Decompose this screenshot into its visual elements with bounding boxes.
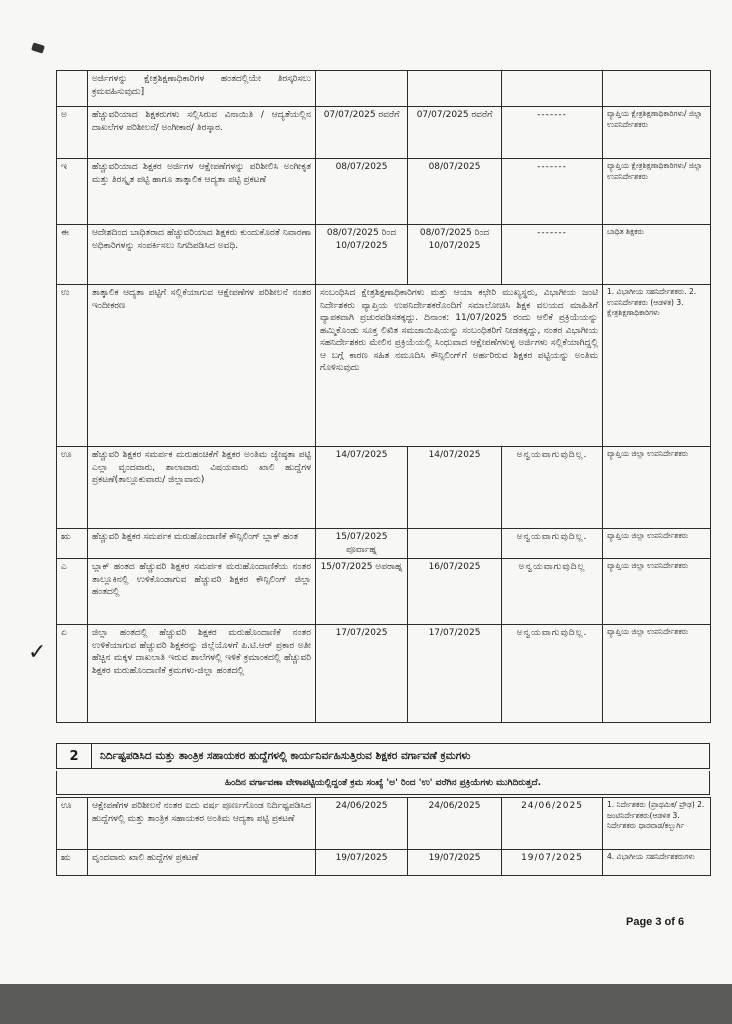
row-number: ಋ [57, 850, 88, 876]
date-other: ಅನ್ವಯವಾಗುವುದಿಲ್ಲ. [502, 529, 603, 559]
table-row [57, 529, 711, 559]
row-description: ತಾತ್ಕಾಲಿಕ ಆದ್ಯತಾ ಪಟ್ಟಿಗೆ ಸಲ್ಲಿಕೆಯಾಗುವ ಆಕ್ಷೇಪಣೆಗಳ ಪರಿಶೀಲನೆ ನಂತರ ಇಂದೀಕರಣ [88, 285, 316, 447]
row-number: ಊ [57, 798, 88, 850]
date-primary: 14/07/2025 [316, 447, 408, 529]
date-high-school: 08/07/2025 ರಿಂದ 10/07/2025 [408, 225, 502, 285]
row-number: ಈ [57, 225, 88, 285]
scan-mark [31, 42, 45, 53]
row-number: ಅ [57, 107, 88, 159]
date-primary: 08/07/2025 ರಿಂದ 10/07/2025 [316, 225, 408, 285]
section-number: 2 [57, 744, 92, 768]
row-description: ಹೆಚ್ಚುವರಿ ಶಿಕ್ಷಕರ ಸಮರ್ಪಕ ಮರುಹೊಂದಾಣಿಕೆ ಕೌನ್ಸಿಲಿಂಗ್ ಬ್ಲಾಕ್ ಹಂತ [88, 529, 316, 559]
date-other: ಅನ್ವಯವಾಗುವುದಿಲ್ಲ [502, 559, 603, 625]
date-primary: 19/07/2025 [316, 850, 408, 876]
responsible-authority: ವ್ಯಾಪ್ತಿಯ ಜಿಲ್ಲಾ ಉಪನಿರ್ದೇಶಕರು [603, 625, 711, 723]
responsible-authority: ಬಾಧಿತ ಶಿಕ್ಷಕರು [603, 225, 711, 285]
table-row [57, 850, 711, 876]
row-description: ಆದೇಶದಿಂದ ಬಾಧಿತರಾದ ಹೆಚ್ಚುವರಿಯಾದ ಶಿಕ್ಷಕರು ಕುಂದುಕೊರತೆ ನಿವಾರಣಾ ಅಧಿಕಾರಿಗಳನ್ನು ಸಂಪರ್ಕಿಸಲು ನಿಗದಿಪಡಿಸಿದ ಅವಧಿ. [88, 225, 316, 285]
schedule-table [56, 70, 711, 723]
date-high-school [408, 71, 502, 107]
row-number: ಇ [57, 159, 88, 225]
section-2-header [56, 743, 710, 769]
row-number: ಉ [57, 285, 88, 447]
section-note: ಹಿಂದಿನ ವರ್ಗಾವಣಾ ವೇಳಾಪಟ್ಟಿಯಲ್ಲಿದ್ದಂತೆ ಕ್ರಮ ಸಂಖ್ಯೆ 'ಅ' ರಿಂದ 'ಉ' ವರೆಗಿನ ಪ್ರಕ್ರಿಯೆಗಳು ಮುಗಿದಿರುತ್ತದೆ. [56, 771, 710, 795]
responsible-authority: 1. ವಿಭಾಗೀಯ ಸಹನಿರ್ದೇಶಕರು. 2. ಉಪನಿರ್ದೇಶಕರು (ಆಡಳಿತ) 3. ಕ್ಷೇತ್ರಶಿಕ್ಷಣಾಧಿಕಾರಿಗಳು [603, 285, 711, 447]
date-primary: 15/07/2025 ಪೂರ್ವಾಹ್ನ [316, 529, 408, 559]
date-primary: 15/07/2025 ಅಪರಾಹ್ನ [316, 559, 408, 625]
row-description: ಹೆಚ್ಚುವರಿಯಾದ ಶಿಕ್ಷಕರ ಅರ್ಜಿಗಳ ಆಕ್ಷೇಪಣೆಗಳನ್ನು ಪರಿಶೀಲಿಸಿ ಅಂಗೀಕೃತ ಮತ್ತು ತಿರಸ್ಕೃತ ಪಟ್ಟಿ ಹಾಗೂ ತಾತ್ಕಾಲಿಕ ಆದ್ಯತಾ ಪಟ್ಟಿ ಪ್ರಕಟಣೆ [88, 159, 316, 225]
scan-border [0, 984, 732, 1024]
table-row [57, 159, 711, 225]
row-description: ಬ್ಲಾಕ್ ಹಂತದ ಹೆಚ್ಚುವರಿ ಶಿಕ್ಷಕರ ಸಮರ್ಪಕ ಮರುಹೊಂದಾಣಿಕೆಯ ನಂತರ ತಾಲ್ಲೂಕಿನಲ್ಲಿ ಉಳಿಕೊಂಡಾಗುವ ಹೆಚ್ಚುವರಿ ಶಿಕ್ಷಕರ ಕೌನ್ಸಿಲಿಂಗ್ ಜಿಲ್ಲಾ ಹಂತದಲ್ಲಿ [88, 559, 316, 625]
responsible-authority [603, 71, 711, 107]
date-high-school [408, 529, 502, 559]
row-number: ಏ [57, 625, 88, 723]
date-other: ------- [502, 107, 603, 159]
table-row [57, 71, 711, 107]
date-other: ಅನ್ವಯವಾಗುವುದಿಲ್ಲ. [502, 447, 603, 529]
row-description: ಆಕ್ಷೇಪಣೆಗಳ ಪರಿಶೀಲನೆ ನಂತರ ಐದು ವರ್ಷ ಪೂರ್ಣಗೊಂಡ ನಿರ್ದಿಷ್ಟಪಡಿಸಿದ ಹುದ್ದೆಗಳಲ್ಲಿ ಮತ್ತು ತಾಂತ್ರಿಕ ಸಹಾಯಕರ ಅಂತಿಮ ಆದ್ಯತಾ ಪಟ್ಟಿ ಪ್ರಕಟಣೆ [88, 798, 316, 850]
date-high-school: 17/07/2025 [408, 625, 502, 723]
row-number: ಊ [57, 447, 88, 529]
responsible-authority: ವ್ಯಾಪ್ತಿಯ ಜಿಲ್ಲಾ ಉಪನಿರ್ದೇಶಕರು [603, 559, 711, 625]
row-description: ಜಿಲ್ಲಾ ಹಂತದಲ್ಲಿ ಹೆಚ್ಚುವರಿ ಶಿಕ್ಷಕರ ಮರುಹೊಂದಾಣಿಕೆ ನಂತರ ಉಳಿಕೆಯಾಗುವ ಹೆಚ್ಚುವರಿ ಶಿಕ್ಷಕರನ್ನು ಜಿಲ್ಲೆಯೊಳಗೆ ಪಿ.ಟಿ.ಆರ್ ಪ್ರಕಾರ ಅತೀ ಹೆಚ್ಚಿನ ಮಕ್ಕಳ ದಾಖಲಾತಿ ಇರುವ ಶಾಲೆಗಳಲ್ಲಿ ಇಳಿಕೆ ಕ್ರಮಾಂಕದಲ್ಲಿ ಹೆಚ್ಚುವರಿ ಶಿಕ್ಷಕರ ಮರುಹೊಂದಾಣಿಕೆ ಕ್ರಮಗಳು-ಜಿಲ್ಲಾ ಹಂತದಲ್ಲಿ [88, 625, 316, 723]
schedule-table-section-2 [56, 797, 711, 876]
date-high-school: 07/07/2025 ರವರೆಗೆ [408, 107, 502, 159]
date-primary: 17/07/2025 [316, 625, 408, 723]
table-row [57, 625, 711, 723]
table-row [57, 798, 711, 850]
row-number: ಎ [57, 559, 88, 625]
row-description: ಹೆಚ್ಚುವರಿ ಶಿಕ್ಷಕರ ಸಮರ್ಪಕ ಮರುಹಂಚಿಕೆಗೆ ಶಿಕ್ಷಕರ ಅಂತಿಮ ಜ್ಯೇಷ್ಠತಾ ಪಟ್ಟಿ ಎಲ್ಲಾ ವೃಂದವಾರು, ಶಾಲಾವಾರು ವಿಷಯವಾರು ಖಾಲಿ ಹುದ್ದೆಗಳ ಪ್ರಕಟಣೆ(ತಾಲ್ಲೂಕುವಾರು/ ಜಿಲ್ಲಾವಾರು) [88, 447, 316, 529]
responsible-authority: ವ್ಯಾಪ್ತಿಯ ಜಿಲ್ಲಾ ಉಪನಿರ್ದೇಶಕರು [603, 447, 711, 529]
date-high-school: 14/07/2025 [408, 447, 502, 529]
responsible-authority: ವ್ಯಾಪ್ತಿಯ ಕ್ಷೇತ್ರಶಿಕ್ಷಣಾಧಿಕಾರಿಗಳು/ ಜಿಲ್ಲಾ ಉಪನಿರ್ದೇಶಕರು [603, 107, 711, 159]
section-title: ನಿರ್ದಿಷ್ಟಪಡಿಸಿದ ಮತ್ತು ತಾಂತ್ರಿಕ ಸಹಾಯಕರ ಹುದ್ದೆಗಳಲ್ಲಿ ಕಾರ್ಯನಿರ್ವಹಿಸುತ್ತಿರುವ ಶಿಕ್ಷಕರ ವರ್ಗಾವಣೆ ಕ್ರಮಗಳು [100, 749, 471, 762]
responsible-authority: 4. ವಿಭಾಗೀಯ ಸಹನಿರ್ದೇಶಕರುಗಳು [603, 850, 711, 876]
row-description: ಹೆಚ್ಚುವರಿಯಾದ ಶಿಕ್ಷಕರುಗಳು ಸಲ್ಲಿಸಿರುವ ವಿನಾಯಿತಿ / ಆದ್ಯತೆಯಲ್ಲಿನ ದಾಖಲೆಗಳ ಪರಿಶೀಲನೆ/ ಅಂಗೀಕಾರ/ ತಿರಸ್ಕಾರ. [88, 107, 316, 159]
date-other: ಅನ್ವಯವಾಗುವುದಿಲ್ಲ. [502, 625, 603, 723]
table-row [57, 447, 711, 529]
page-number: Page 3 of 6 [626, 916, 685, 928]
table-row [57, 225, 711, 285]
handwritten-tick: ✓ [28, 640, 47, 665]
date-other: ------- [502, 159, 603, 225]
table-row [57, 285, 711, 447]
date-high-school: 16/07/2025 [408, 559, 502, 625]
row-description: ವೃಂದವಾರು ಖಾಲಿ ಹುದ್ದೆಗಳ ಪ್ರಕಟಣೆ [88, 850, 316, 876]
responsible-authority: 1. ನಿರ್ದೇಶಕರು (ಪ್ರಾಥಮಿಕ/ ಪ್ರೌಢ) 2. ಜಂಟಿನಿರ್ದೇಶಕರು(ಆಡಳಿತ 3. ನಿರ್ದೇಶಕರು ಧಾರವಾಡ/ಕಲ್ಬುರ್ಗಿ [603, 798, 711, 850]
date-primary: 08/07/2025 [316, 159, 408, 225]
date-other: 24/06/2025 [502, 798, 603, 850]
table-row [57, 559, 711, 625]
date-primary: 24/06/2025 [316, 798, 408, 850]
date-other: 19/07/2025 [502, 850, 603, 876]
date-primary [316, 71, 408, 107]
responsible-authority: ವ್ಯಾಪ್ತಿಯ ಜಿಲ್ಲಾ ಉಪನಿರ್ದೇಶಕರು [603, 529, 711, 559]
table-row [57, 107, 711, 159]
date-high-school: 19/07/2025 [408, 850, 502, 876]
row-number: ಋ [57, 529, 88, 559]
date-high-school: 24/06/2025 [408, 798, 502, 850]
row-number [57, 71, 88, 107]
row-description: ಅರ್ಜಿಗಳನ್ನು ಕ್ಷೇತ್ರಶಿಕ್ಷಣಾಧಿಕಾರಿಗಳ ಹಂತದಲ್ಲಿಯೇ ತಿರಸ್ಕರಿಸಲು ಕ್ರಮವಹಿಸುವುದು] [88, 71, 316, 107]
row-merged-note: ಸಂಬಂಧಿಸಿದ ಕ್ಷೇತ್ರಶಿಕ್ಷಣಾಧಿಕಾರಿಗಳು ಮತ್ತು ಆಯಾ ಕಛೇರಿ ಮುಖ್ಯಸ್ಥರು, ವಿಭಾಗೀಯ ಜಂಟಿ ನಿರ್ದೇಶಕರು ವ್ಯಾಪ್ತಿಯ ಉಪನಿರ್ದೇಶಕರೊಂದಿಗೆ ಸಮಾಲೋಚಿಸಿ ಶಿಕ್ಷಕ ವಲಯದ ಮಾಹಿತಿಗೆ ವ್ಯಾಪಕವಾಗಿ ಪ್ರಚುರಪಡಿಸತಕ್ಕದ್ದು. ದಿನಾಂಕ: 11/07/2025 ರಂದು ಆಲಿಕೆ ಪ್ರಕ್ರಿಯೆಯನ್ನು ಹಮ್ಮಿಕೊಂಡು ಸೂಕ್ತ ಲಿಖಿತ ಸಮಜಾಯಿಷಿಯನ್ನು ಸಂಬಂಧಿತರಿಗೆ ನೀಡತಕ್ಕದ್ದು, ನಂತರ ವಿಭಾಗೀಯ ಸಹನಿರ್ದೇಶಕರು ಮೇಲಿನ ಪ್ರಕ್ರಿಯೆಯಲ್ಲಿ ಸಿಂಧುವಾದ ಆಕ್ಷೇಪಣೆಗಳುಳ್ಳ ಅರ್ಜಿಗಳು ಸಲ್ಲಿಕೆಯಾಗಿದ್ದಲ್ಲಿ ಆ ಬಗ್ಗೆ ಕಾರಣ ಸಹಿತ ನಮೂದಿಸಿ ಕೌನ್ಸಿಲಿಂಗ್‌ಗೆ ಅರ್ಹರಿರುವ ಶಿಕ್ಷಕರ ಪಟ್ಟಿಯನ್ನು ಅಂತಿಮ ಗೊಳಿಸುವುದು [316, 285, 603, 447]
responsible-authority: ವ್ಯಾಪ್ತಿಯ ಕ್ಷೇತ್ರಶಿಕ್ಷಣಾಧಿಕಾರಿಗಳು/ ಜಿಲ್ಲಾ ಉಪನಿರ್ದೇಶಕರು [603, 159, 711, 225]
date-primary: 07/07/2025 ರವರೆಗೆ [316, 107, 408, 159]
date-other: ------- [502, 225, 603, 285]
date-high-school: 08/07/2025 [408, 159, 502, 225]
date-other [502, 71, 603, 107]
